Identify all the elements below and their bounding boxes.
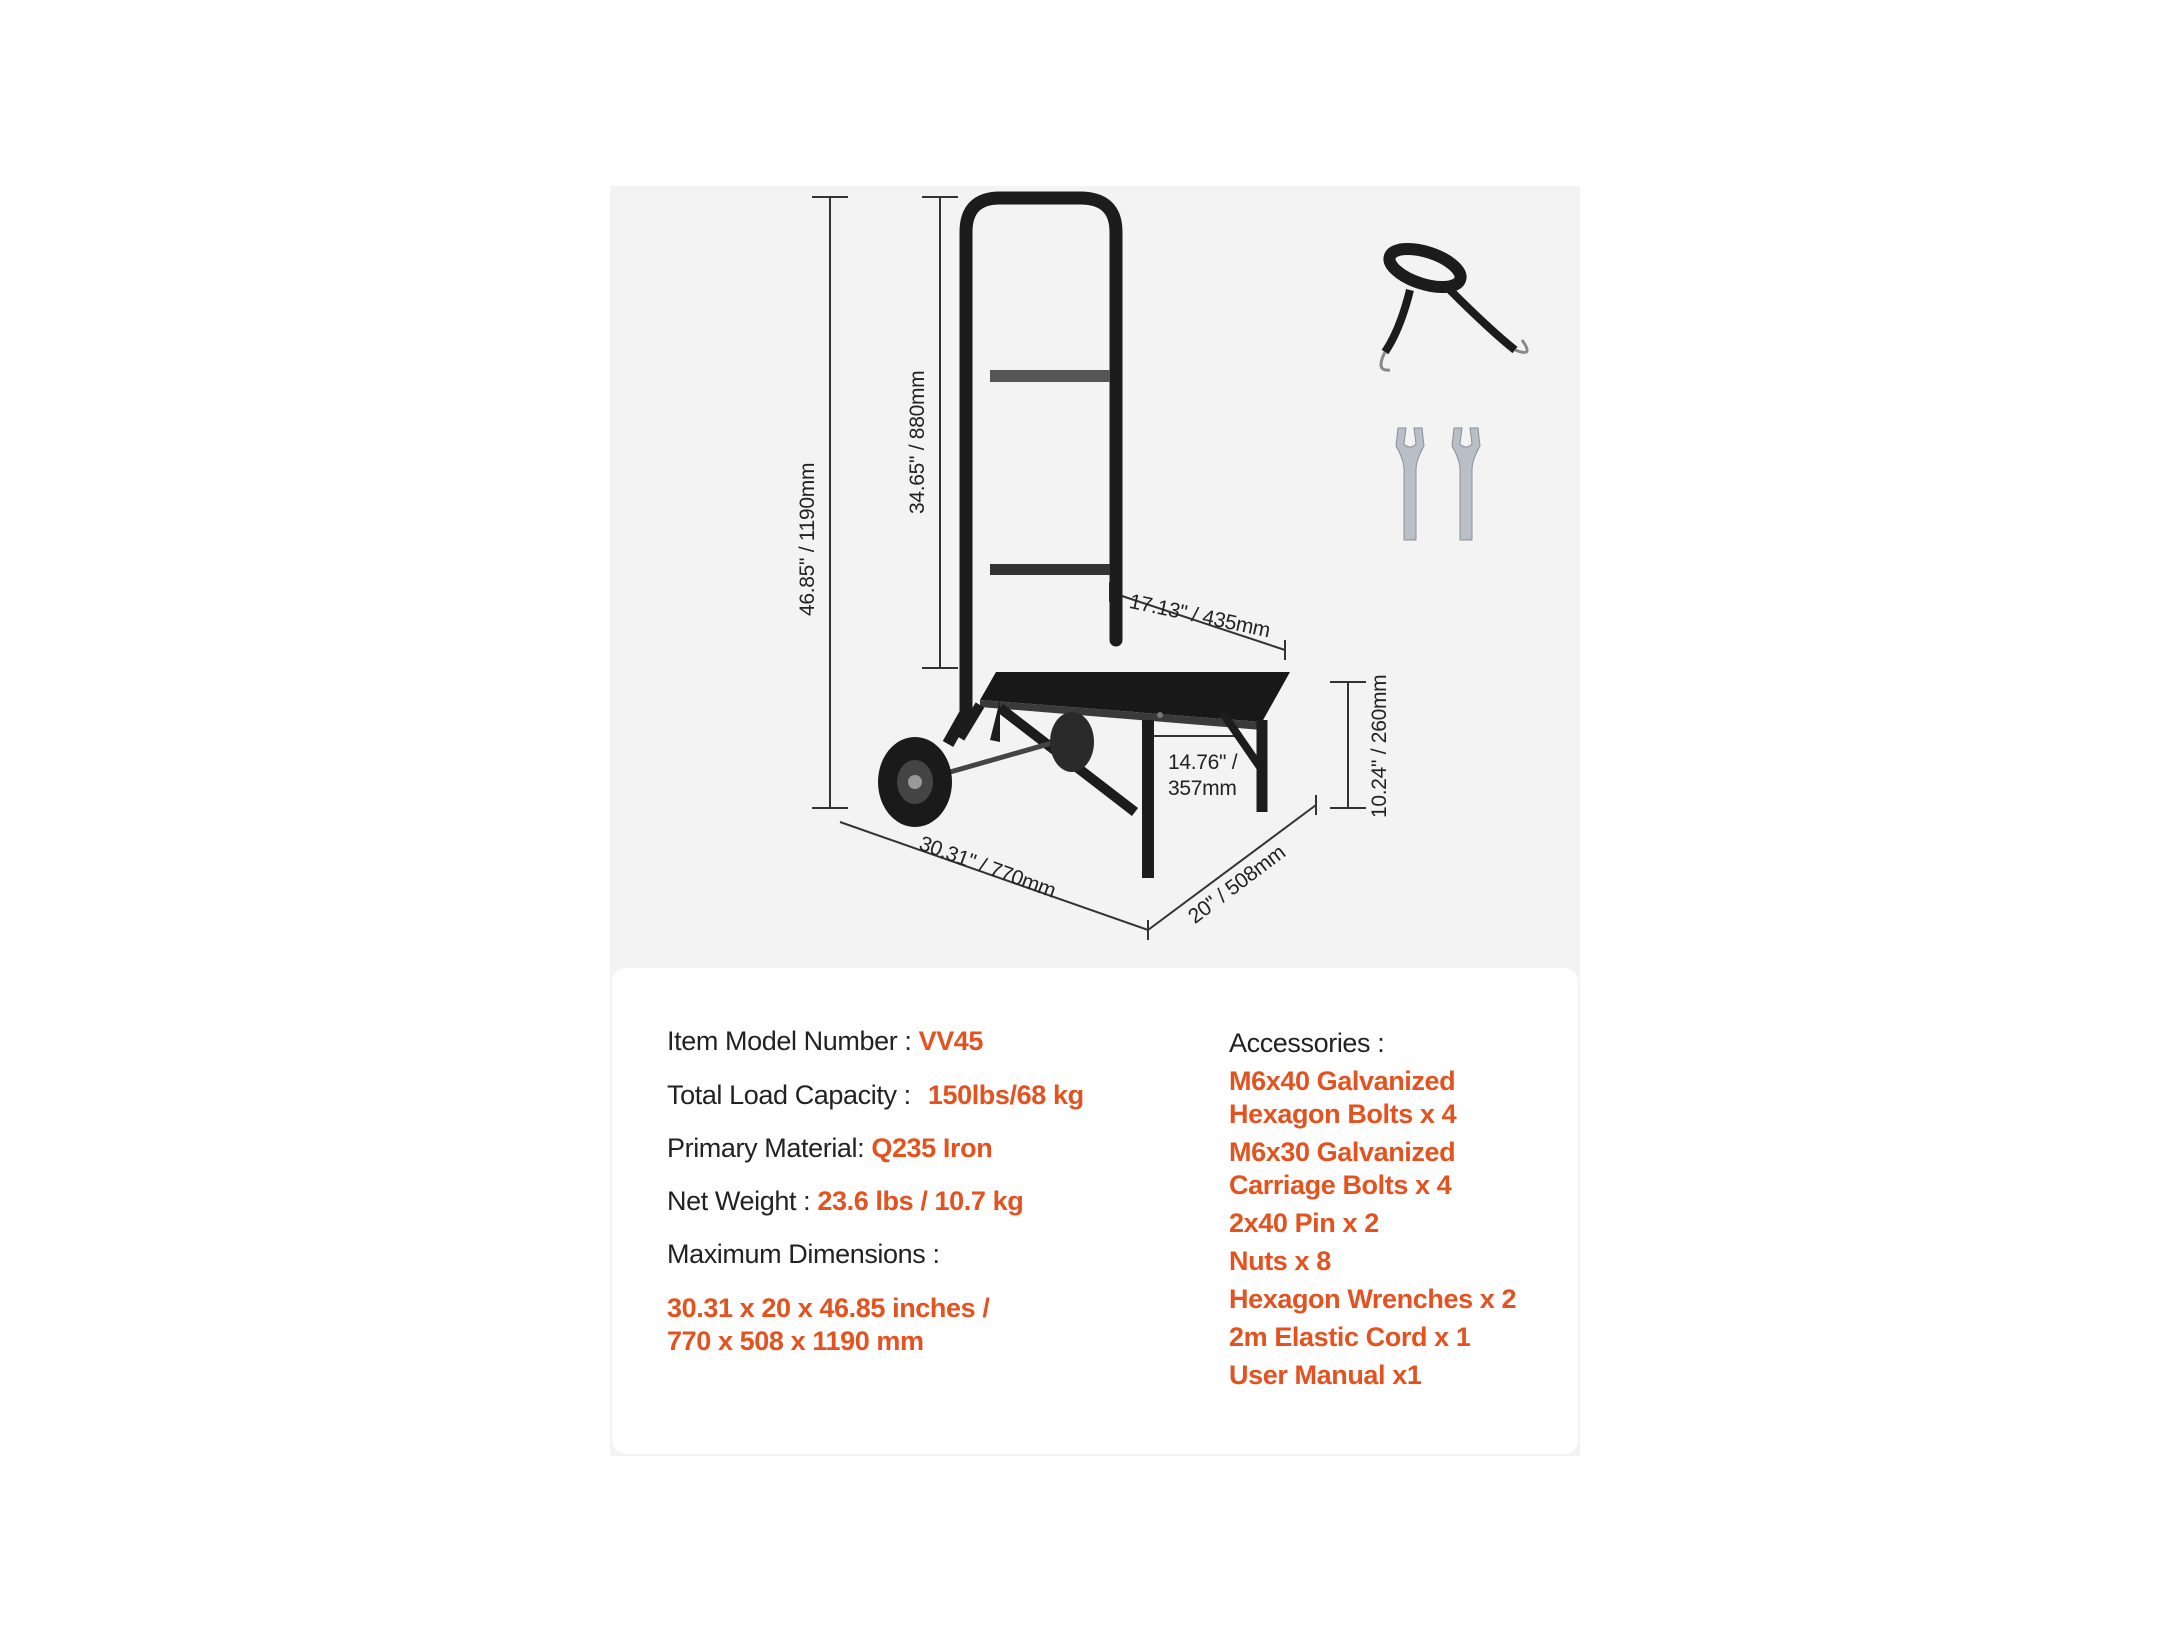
platform-depth-label: 14.76" / 357mm xyxy=(1168,751,1238,800)
load-row xyxy=(667,1080,1084,1111)
accessories-label: Accessories : xyxy=(1229,1028,1385,1058)
accessory-item: 2x40 Pin x 2 xyxy=(1229,1208,1379,1238)
model-value: VV45 xyxy=(918,1026,984,1056)
accessories-list xyxy=(1229,1065,1516,1397)
wrench-icon xyxy=(1396,428,1480,540)
weight-label: Net Weight : xyxy=(667,1186,811,1216)
platform-height-label: 10.24" / 260mm xyxy=(1368,674,1391,818)
dimensions-label: Maximum Dimensions : xyxy=(667,1239,940,1269)
elastic-cord-icon xyxy=(1381,241,1527,370)
model-label: Item Model Number : xyxy=(667,1026,912,1056)
accessory-item: M6x40 Galvanized Hexagon Bolts x 4 xyxy=(1229,1066,1457,1129)
accessory-item: 2m Elastic Cord x 1 xyxy=(1229,1322,1471,1352)
handle-height-label: 34.65" / 880mm xyxy=(906,370,929,514)
accessory-item: M6x30 Galvanized Carriage Bolts x 4 xyxy=(1229,1137,1456,1200)
dimensions-value-inches: 30.31 x 20 x 46.85 inches / xyxy=(667,1293,990,1323)
total-height-label: 46.85" / 1190mm xyxy=(796,462,819,616)
material-row xyxy=(667,1133,992,1164)
accessory-item: User Manual x1 xyxy=(1229,1360,1422,1390)
dimensions-value-mm: 770 x 508 x 1190 mm xyxy=(667,1326,924,1356)
overall-length-label: 30.31" / 770mm xyxy=(916,832,1059,903)
material-label: Primary Material: xyxy=(667,1133,865,1163)
overall-width-label: 20" / 508mm xyxy=(1184,840,1290,929)
model-row xyxy=(667,1026,983,1057)
material-value: Q235 Iron xyxy=(871,1133,993,1163)
load-label: Total Load Capacity : xyxy=(667,1080,911,1110)
accessory-item: Hexagon Wrenches x 2 xyxy=(1229,1284,1517,1314)
load-value: 150lbs/68 kg xyxy=(927,1080,1084,1110)
weight-value: 23.6 lbs / 10.7 kg xyxy=(817,1186,1024,1216)
accessory-item: Nuts x 8 xyxy=(1229,1246,1331,1276)
platform-width-label: 17.13" / 435mm xyxy=(1127,590,1273,643)
weight-row xyxy=(667,1186,1023,1217)
